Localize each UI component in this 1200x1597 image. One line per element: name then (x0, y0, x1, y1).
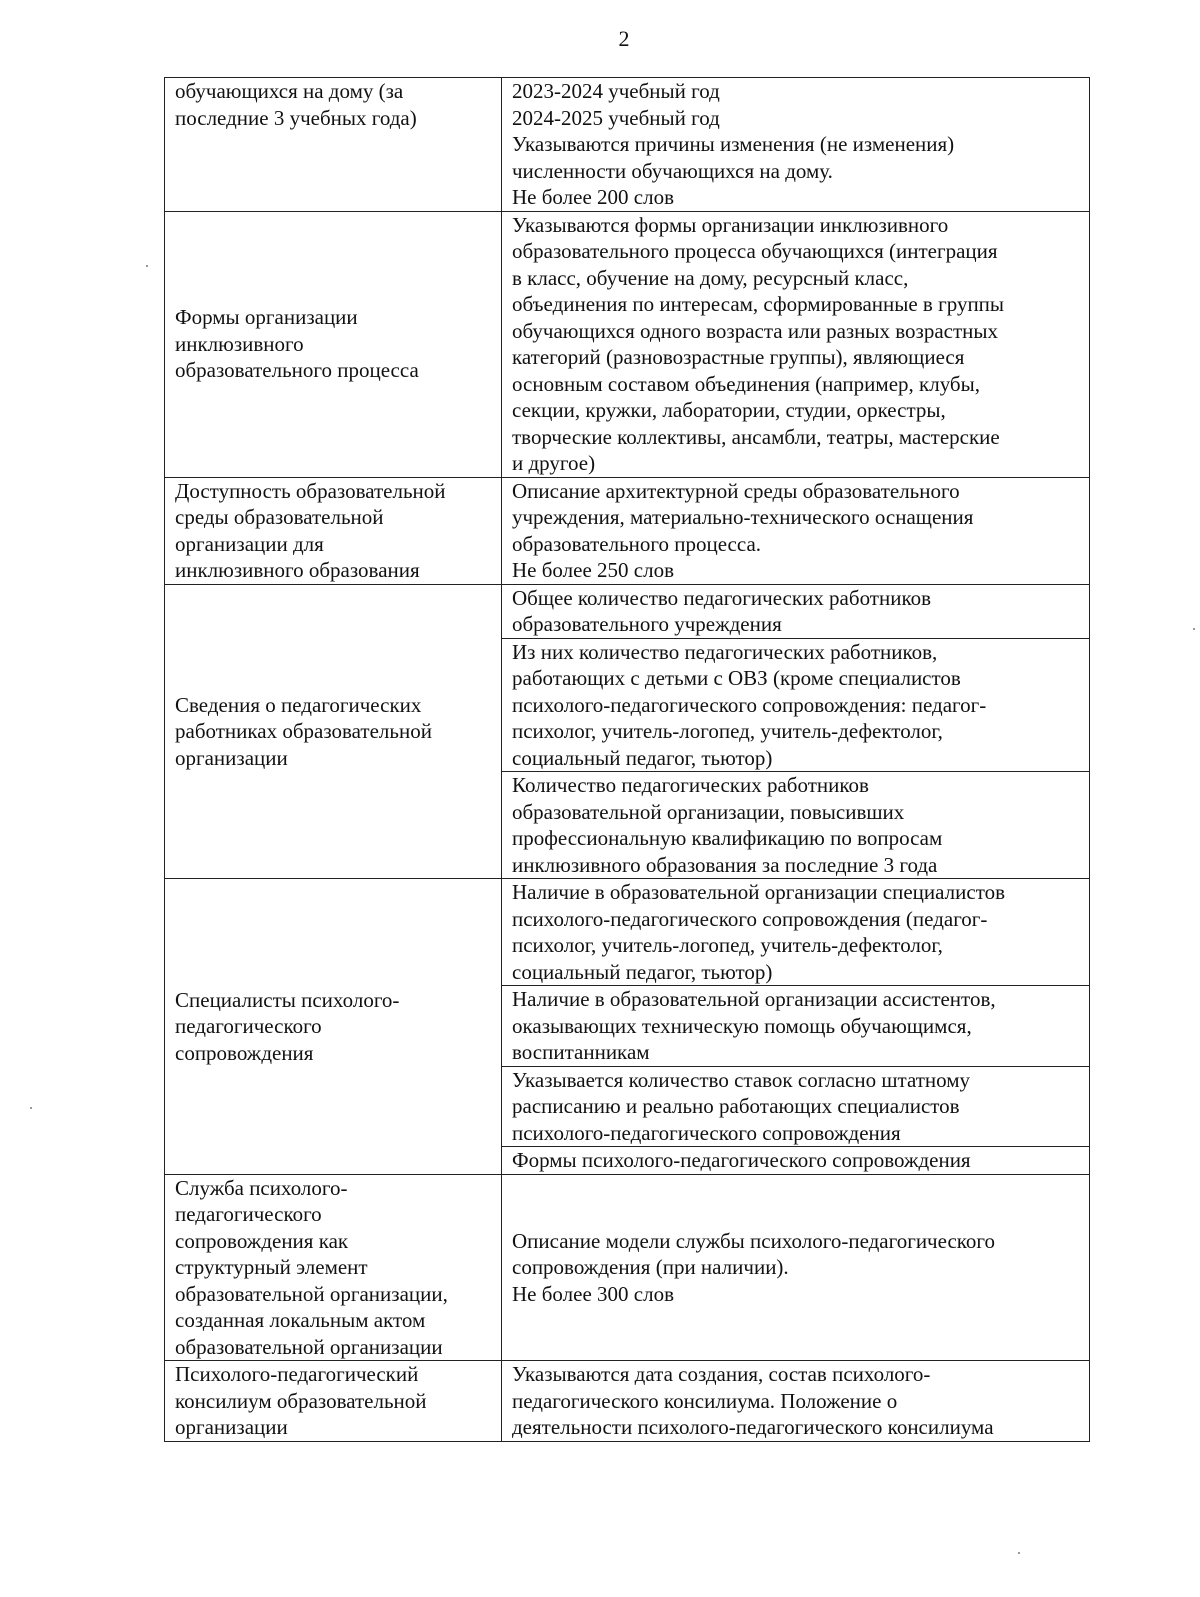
description-line: Указываются дата создания, состав психолого- (512, 1362, 931, 1386)
scan-speck (30, 1107, 32, 1109)
row-label (165, 211, 502, 477)
label-line: Доступность образовательной (175, 478, 446, 503)
scan-speck (146, 265, 148, 267)
description-line: инклюзивного образования за последние 3 года (512, 852, 938, 877)
label-line: педагогического (175, 1014, 322, 1038)
description-line: Не более 200 слов (512, 185, 674, 209)
row-description (502, 879, 1090, 986)
description-line: воспитанникам (512, 1040, 650, 1064)
description-line: Наличие в образовательной организации ассистентов, (512, 987, 996, 1011)
label-line: педагогического (175, 1202, 322, 1226)
row-description (502, 477, 1090, 584)
label-line: образовательного процесса (175, 358, 419, 383)
table-row (165, 584, 1090, 638)
description-line: секции, кружки, лаборатории, студии, оркестры, (512, 398, 946, 422)
description-line: в класс, обучение на дому, ресурсный класс, (512, 265, 909, 290)
label-line: образовательной организации (175, 1334, 443, 1359)
row-description (502, 78, 1090, 212)
description-line: категорий (разновозрастные группы), являющиеся (512, 345, 965, 369)
description-line: обучающихся одного возраста или разных возрастных (512, 318, 999, 343)
label-line: обучающихся на дому (за (175, 79, 404, 103)
label-line: инклюзивного (175, 331, 304, 356)
description-line: и другое) (512, 451, 596, 475)
description-line: численности обучающихся на дому. (512, 158, 833, 183)
row-label (165, 879, 502, 1175)
description-line: творческие коллективы, ансамбли, театры, мастерские (512, 424, 1000, 449)
criteria-table (164, 77, 1090, 1442)
table-row (165, 879, 1090, 986)
table-row (165, 211, 1090, 477)
description-line: Не более 250 слов (512, 558, 674, 582)
label-line: структурный элемент (175, 1255, 368, 1279)
label-line: Формы организации (175, 305, 358, 330)
table-row (165, 1174, 1090, 1361)
description-line: Не более 300 слов (512, 1281, 674, 1306)
description-line: работающих с детьми с ОВЗ (кроме специалистов (512, 666, 961, 690)
description-line: образовательного учреждения (512, 612, 782, 636)
description-line: оказывающих техническую помощь обучающимся, (512, 1013, 972, 1038)
description-line: Формы психолого-педагогического сопровождения (512, 1148, 971, 1172)
label-line: Служба психолого- (175, 1175, 348, 1200)
label-line: Специалисты психолого- (175, 987, 400, 1012)
row-description (502, 1066, 1090, 1147)
table-row (165, 477, 1090, 584)
row-description (502, 638, 1090, 772)
row-description (502, 584, 1090, 638)
description-line: образовательного процесса. (512, 531, 762, 556)
label-line: сопровождения (175, 1040, 314, 1065)
label-line: организации для (175, 531, 324, 556)
description-line: Указываются причины изменения (не изменения) (512, 132, 955, 156)
description-line: психолог, учитель-логопед, учитель-дефектолог, (512, 719, 943, 743)
label-line: консилиум образовательной (175, 1388, 427, 1413)
row-label (165, 584, 502, 879)
row-label (165, 477, 502, 584)
description-line: Из них количество педагогических работников, (512, 639, 938, 664)
description-line: Описание архитектурной среды образовательного (512, 478, 960, 503)
description-line: 2023-2024 учебный год (512, 79, 720, 103)
label-line: Сведения о педагогических (175, 692, 422, 717)
label-line: Психолого-педагогический (175, 1362, 419, 1386)
row-label (165, 1174, 502, 1361)
description-line: психолого-педагогического сопровождения (512, 1120, 901, 1145)
row-description (502, 1174, 1090, 1361)
description-line: учреждения, материально-технического оснащения (512, 505, 974, 529)
description-line: образовательного процесса обучающихся (интеграция (512, 239, 998, 263)
description-line: образовательной организации, повысивших (512, 799, 905, 824)
table-row (165, 1361, 1090, 1442)
row-description (502, 211, 1090, 477)
description-line: 2024-2025 учебный год (512, 105, 720, 130)
label-line: работниках образовательной (175, 719, 432, 743)
description-line: Наличие в образовательной организации специалистов (512, 880, 1006, 904)
description-line: профессиональную квалификацию по вопросам (512, 826, 943, 850)
description-line: социальный педагог, тьютор) (512, 959, 773, 984)
description-line: основным составом объединения (например, клубы, (512, 371, 980, 396)
label-line: созданная локальным актом (175, 1308, 426, 1332)
label-line: последние 3 учебных года) (175, 105, 417, 130)
description-line: психолог, учитель-логопед, учитель-дефектолог, (512, 933, 943, 957)
label-line: инклюзивного образования (175, 558, 420, 582)
label-line: образовательной организации, (175, 1281, 448, 1306)
description-line: объединения по интересам, сформированные в группы (512, 292, 1005, 316)
description-line: расписанию и реально работающих специалистов (512, 1094, 960, 1118)
description-line: Указываются формы организации инклюзивного (512, 212, 949, 237)
page-number: 2 (618, 26, 630, 51)
row-description (502, 1147, 1090, 1175)
label-line: организации (175, 1415, 288, 1439)
scan-speck (1193, 628, 1195, 630)
row-description (502, 772, 1090, 879)
row-label (165, 78, 502, 212)
description-line: Указывается количество ставок согласно штатному (512, 1067, 971, 1092)
label-line: сопровождения как (175, 1228, 349, 1253)
row-description (502, 1361, 1090, 1442)
description-line: Общее количество педагогических работников (512, 585, 931, 610)
row-label (165, 1361, 502, 1442)
description-line: Количество педагогических работников (512, 773, 869, 797)
description-line: психолого-педагогического сопровождения (педагог- (512, 906, 988, 931)
description-line: сопровождения (при наличии). (512, 1255, 789, 1279)
label-line: организации (175, 745, 288, 770)
label-line: среды образовательной (175, 505, 384, 529)
description-line: Описание модели службы психолого-педагогического (512, 1228, 996, 1253)
description-line: психолого-педагогического сопровождения: педагог- (512, 692, 987, 717)
description-line: деятельности психолого-педагогического консилиума (512, 1415, 994, 1439)
row-description (502, 986, 1090, 1067)
table-row (165, 78, 1090, 212)
scan-speck (1018, 1552, 1020, 1554)
description-line: педагогического консилиума. Положение о (512, 1388, 898, 1413)
description-line: социальный педагог, тьютор) (512, 745, 773, 770)
